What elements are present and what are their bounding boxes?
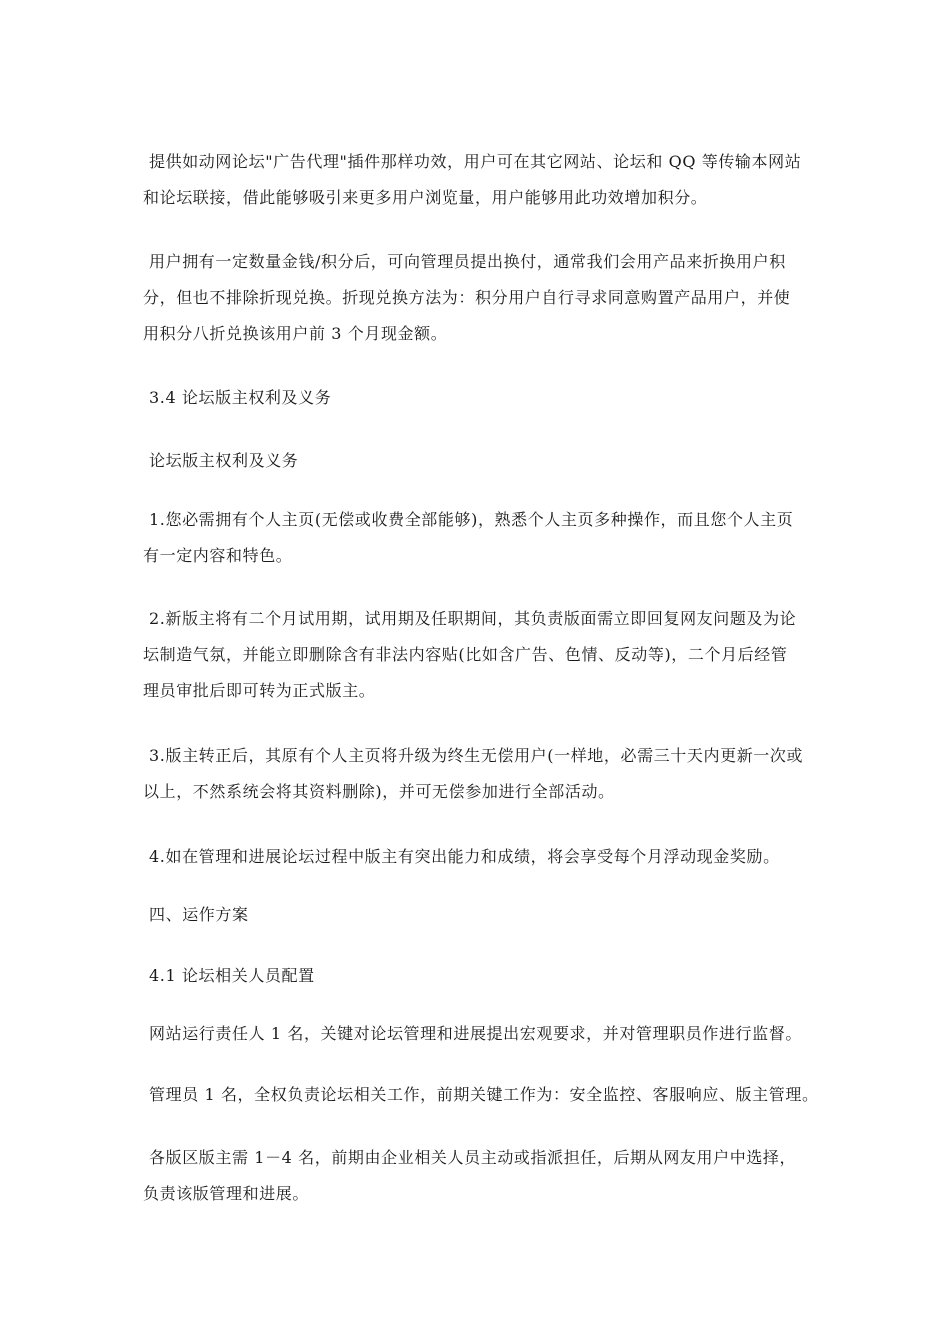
text-line: 3.版主转正后，其原有个人主页将升级为终生无偿用户(一样地，必需三十天内更新一次或 <box>149 746 804 765</box>
text-line: 2.新版主将有二个月试用期，试用期及任职期间，其负责版面需立即回复网友问题及为论 <box>149 609 797 628</box>
text-line: 以上，不然系统会将其资料删除)，并可无偿参加进行全部活动。 <box>143 782 615 801</box>
text-line: 分，但也不排除折现兑换。折现兑换方法为：积分用户自行寻求同意购置产品用户，并使 <box>143 288 791 307</box>
text-line: 用积分八折兑换该用户前 3 个月现金额。 <box>143 324 448 343</box>
section-heading-4-1 <box>143 958 823 994</box>
text-line: 负责该版管理和进展。 <box>143 1184 310 1203</box>
text-line: 3.4 论坛版主权利及义务 <box>149 388 332 407</box>
paragraph-points-exchange <box>143 244 823 352</box>
text-line: 管理员 1 名，全权负责论坛相关工作，前期关键工作为：安全监控、客服响应、版主管理。 <box>149 1085 819 1104</box>
text-line: 网站运行责任人 1 名，关键对论坛管理和进展提出宏观要求，并对管理职员作进行监督。 <box>149 1024 802 1043</box>
paragraph-forum-ad-agent <box>143 144 823 216</box>
paragraph-site-manager <box>143 1016 823 1052</box>
text-line: 论坛版主权利及义务 <box>149 451 299 470</box>
paragraph-moderator-rights-title <box>143 443 823 479</box>
section-heading-3-4 <box>143 380 823 416</box>
text-line: 4.如在管理和进展论坛过程中版主有突出能力和成绩，将会享受每个月浮动现金奖励。 <box>149 847 780 866</box>
paragraph-section-moderators <box>143 1140 823 1212</box>
text-line: 提供如动网论坛"广告代理"插件那样功效，用户可在其它网站、论坛和 QQ 等传输本网站 <box>149 152 802 171</box>
text-line: 用户拥有一定数量金钱/积分后，可向管理员提出换付，通常我们会用产品来折换用户积 <box>149 252 786 271</box>
text-line: 4.1 论坛相关人员配置 <box>149 966 315 985</box>
section-heading-four <box>143 897 823 933</box>
text-line: 四、运作方案 <box>149 905 249 924</box>
paragraph-item-2 <box>143 601 823 709</box>
text-line: 有一定内容和特色。 <box>143 546 293 565</box>
paragraph-admin <box>143 1077 823 1113</box>
text-line: 坛制造气氛，并能立即删除含有非法内容贴(比如含广告、色情、反动等)，二个月后经管 <box>143 645 788 664</box>
text-line: 各版区版主需 1－4 名，前期由企业相关人员主动或指派担任，后期从网友用户中选择， <box>149 1148 797 1167</box>
paragraph-item-4 <box>143 839 823 875</box>
text-line: 理员审批后即可转为正式版主。 <box>143 681 376 700</box>
paragraph-item-1 <box>143 502 823 574</box>
paragraph-item-3 <box>143 738 823 810</box>
text-line: 和论坛联接，借此能够吸引来更多用户浏览量，用户能够用此功效增加积分。 <box>143 188 708 207</box>
text-line: 1.您必需拥有个人主页(无偿或收费全部能够)，熟悉个人主页多种操作，而且您个人主页 <box>149 510 794 529</box>
